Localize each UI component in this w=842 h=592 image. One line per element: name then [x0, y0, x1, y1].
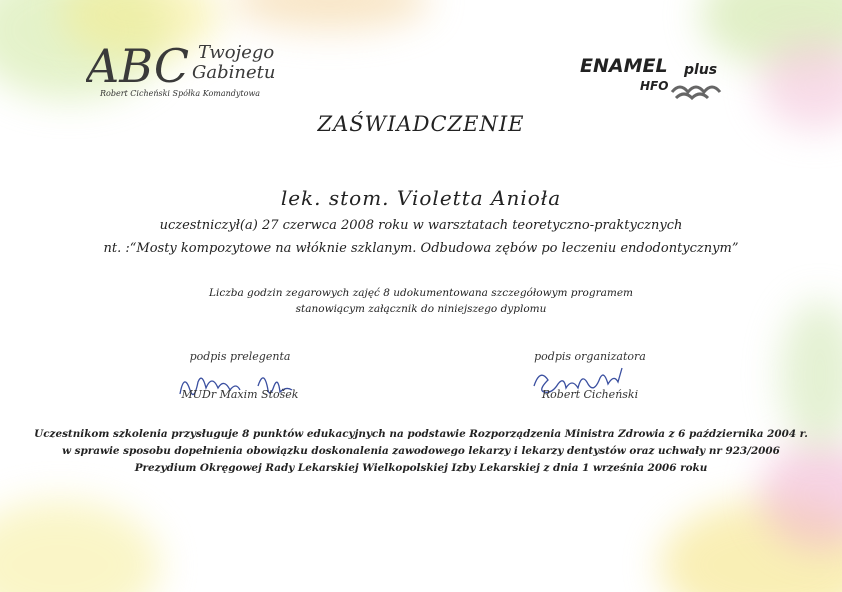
abc-letters: ABC [86, 39, 190, 93]
recipient-name: lek. stom. Violetta Anioła [280, 186, 562, 210]
watercolor-bottom-left [0, 500, 160, 592]
enamel-sub: HFO [640, 79, 669, 93]
organizer-name: Robert Cicheński [541, 388, 639, 401]
certificate-title: ZAŚWIADCZENIE [317, 112, 525, 136]
speaker-signature-label: podpis prelegenta [189, 350, 291, 363]
abc-line2: Gabinetu [192, 62, 276, 83]
enamel-brand: ENAMEL [580, 55, 668, 77]
enamel-swirl-icon [672, 87, 720, 98]
speaker-signature-block [140, 350, 340, 410]
topic-text: nt. :“Mosty kompozytowe na włóknie szklanym. Odbudowa zębów po leczeniu endodontycznym” [103, 241, 739, 256]
organizer-signature-block [490, 350, 690, 410]
abc-company: Robert Cicheński Spółka Komandytowa [100, 89, 261, 98]
enamel-logo [580, 52, 740, 102]
footer-line-2: w sprawie sposobu dopełnienia obowiązku doskonalenia zawodowego lekarzy i lekarzy dentystów oraz uchwały nr 923/2006 [62, 445, 780, 457]
watercolor-top-mid [230, 0, 430, 30]
speaker-name: MUDr Maxim Stošek [181, 388, 299, 401]
participation-text: uczestniczył(a) 27 czerwca 2008 roku w warsztatach teoretyczno-praktycznych [159, 218, 683, 233]
abc-line1: Twojego [198, 42, 275, 63]
hours-line-2: stanowiącym załącznik do niniejszego dyplomu [295, 303, 547, 315]
footer-line-1: Uczestnikom szkolenia przysługuje 8 punktów edukacyjnych na podstawie Rozporządzenia Ministra Zdrowia z 6 października 2004 r. [34, 428, 808, 440]
enamel-suffix: plus [684, 62, 718, 78]
abc-logo [86, 36, 306, 106]
hours-line-1: Liczba godzin zegarowych zajęć 8 udokumentowana szczegółowym programem [208, 287, 633, 299]
enamel-logo-graphic [580, 52, 740, 102]
organizer-signature-label: podpis organizatora [534, 350, 646, 363]
footer-line-3: Prezydium Okręgowej Rady Lekarskiej Wielkopolskiej Izby Lekarskiej z dnia 1 września 2006 roku [134, 462, 708, 474]
abc-logo-graphic [86, 36, 306, 106]
